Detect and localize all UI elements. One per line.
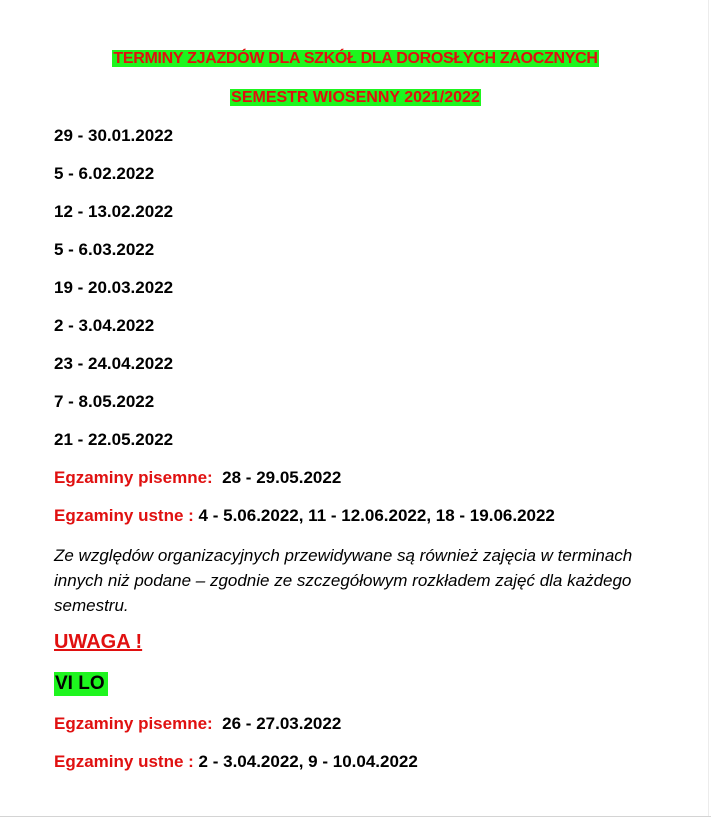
date-item: 5 - 6.02.2022 [54,164,155,183]
document-title [0,48,711,70]
written-exam-label: Egzaminy pisemne: [54,468,213,487]
date-item: 21 - 22.05.2022 [54,430,174,449]
date-item: 2 - 3.04.2022 [54,316,155,335]
oral-exam-line [54,506,555,526]
school-written-exam-line [54,714,341,734]
oral-exam-label: Egzaminy ustne : [54,506,194,525]
date-item: 12 - 13.02.2022 [54,202,174,221]
organizational-note: Ze względów organizacyjnych przewidywane są również zajęcia w terminach innych niż podane – zgodnie ze szczegółowym rozkładem zajęć dla każdego semestru. [54,546,633,615]
oral-exam-dates: 4 - 5.06.2022, 11 - 12.06.2022, 18 - 19.06.2022 [198,506,555,525]
date-item: 7 - 8.05.2022 [54,392,155,411]
document-subtitle [0,87,711,109]
date-item: 29 - 30.01.2022 [54,126,174,145]
school-oral-exam-dates: 2 - 3.04.2022, 9 - 10.04.2022 [198,752,418,771]
warning-heading: UWAGA ! [54,631,143,653]
document-subtitle-text: SEMESTR WIOSENNY 2021/2022 [231,89,480,106]
page-right-edge [708,0,709,816]
date-item: 19 - 20.03.2022 [54,278,174,297]
school-name-badge: VI LO [54,672,108,696]
school-oral-exam-label: Egzaminy ustne : [54,752,194,771]
date-item: 5 - 6.03.2022 [54,240,155,259]
page-bottom-edge [0,816,711,817]
school-written-exam-label: Egzaminy pisemne: [54,714,213,733]
date-item: 23 - 24.04.2022 [54,354,174,373]
written-exam-line [54,468,341,488]
school-written-exam-dates: 26 - 27.03.2022 [222,714,342,733]
document-title-text: TERMINY ZJAZDÓW DLA SZKÓŁ DLA DOROSŁYCH ZAOCZNYCH [113,50,598,67]
school-oral-exam-line [54,752,418,772]
written-exam-dates: 28 - 29.05.2022 [222,468,342,487]
